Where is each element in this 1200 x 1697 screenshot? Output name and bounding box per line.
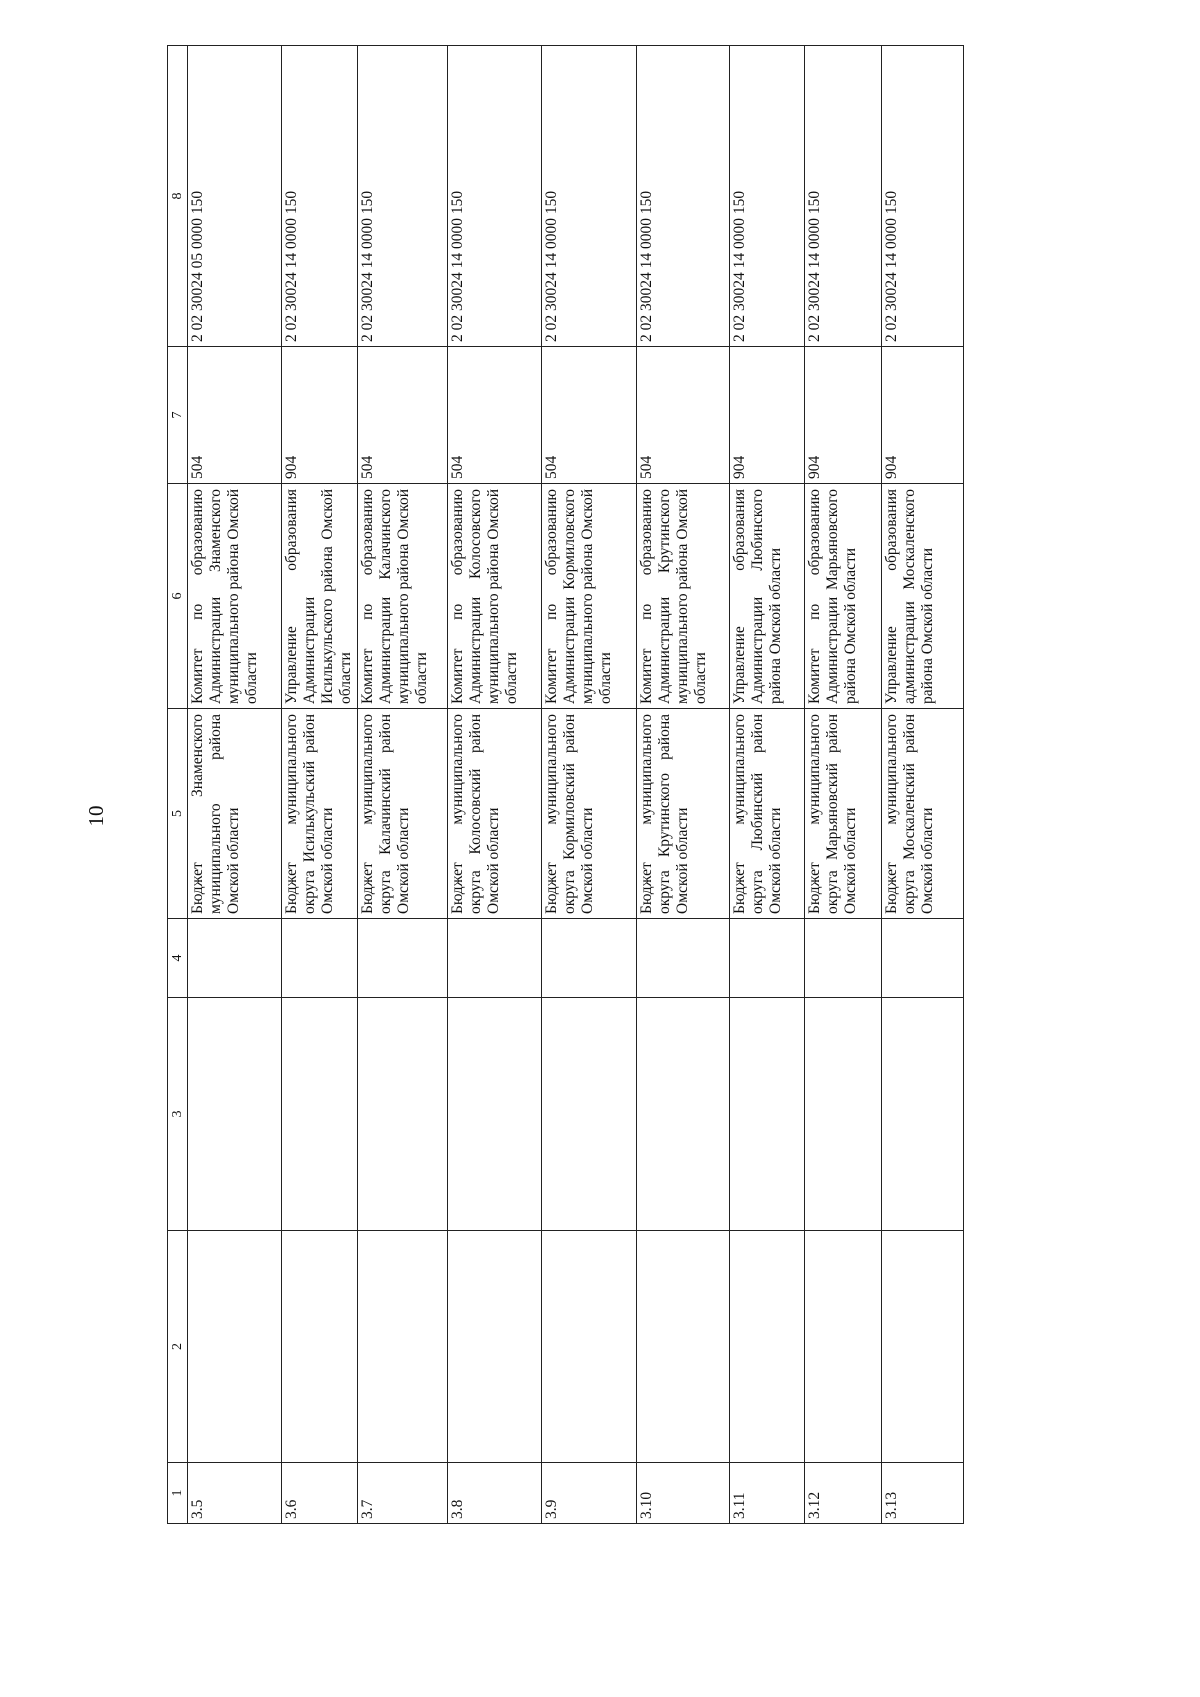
rotated-table-frame bbox=[167, 46, 1059, 1524]
cell-c2 bbox=[188, 1231, 282, 1463]
cell-c3 bbox=[882, 998, 964, 1231]
cell-c8: 2 02 30024 14 0000 150 bbox=[282, 46, 358, 347]
row-number-cell: 3.6 bbox=[282, 1463, 358, 1524]
table-row bbox=[882, 46, 964, 1524]
cell-c5: Бюджет Знаменского муниципального района Омской области bbox=[188, 709, 282, 919]
cell-c6: Управление образования Администрации Любинского района Омской области bbox=[730, 484, 805, 709]
cell-c4 bbox=[542, 919, 637, 998]
cell-c2 bbox=[358, 1231, 448, 1463]
header-cell-4: 4 bbox=[168, 919, 188, 998]
cell-c7: 504 bbox=[448, 347, 542, 484]
table-row bbox=[730, 46, 805, 1524]
table-row bbox=[282, 46, 358, 1524]
header-cell-5: 5 bbox=[168, 709, 188, 919]
cell-c3 bbox=[542, 998, 637, 1231]
cell-c3 bbox=[637, 998, 730, 1231]
row-number-cell: 3.10 bbox=[637, 1463, 730, 1524]
cell-c5: Бюджет муниципального округа Исилькульский район Омской области bbox=[282, 709, 358, 919]
header-row bbox=[168, 46, 188, 1524]
row-number-cell: 3.8 bbox=[448, 1463, 542, 1524]
cell-c7: 504 bbox=[637, 347, 730, 484]
header-cell-7: 7 bbox=[168, 347, 188, 484]
table-row bbox=[637, 46, 730, 1524]
header-cell-2: 2 bbox=[168, 1231, 188, 1463]
cell-c3 bbox=[448, 998, 542, 1231]
cell-c2 bbox=[882, 1231, 964, 1463]
cell-c6: Комитет по образованию Администрации Марьяновского района Омской области bbox=[805, 484, 882, 709]
cell-c3 bbox=[188, 998, 282, 1231]
cell-c5: Бюджет муниципального округа Марьяновский район Омской области bbox=[805, 709, 882, 919]
row-number-cell: 3.7 bbox=[358, 1463, 448, 1524]
cell-c5: Бюджет муниципального округа Колосовский район Омской области bbox=[448, 709, 542, 919]
cell-c6: Комитет по образованию Администрации Знаменского муниципального района Омской области bbox=[188, 484, 282, 709]
cell-c7: 504 bbox=[542, 347, 637, 484]
cell-c4 bbox=[730, 919, 805, 998]
cell-c6: Управление образования Администрации Исилькульского района Омской области bbox=[282, 484, 358, 709]
row-number-cell: 3.9 bbox=[542, 1463, 637, 1524]
cell-c8: 2 02 30024 14 0000 150 bbox=[805, 46, 882, 347]
cell-c6: Комитет по образованию Администрации Калачинского муниципального района Омской области bbox=[358, 484, 448, 709]
cell-c5: Бюджет муниципального округа Калачинский район Омской области bbox=[358, 709, 448, 919]
cell-c4 bbox=[358, 919, 448, 998]
cell-c4 bbox=[637, 919, 730, 998]
cell-c4 bbox=[282, 919, 358, 998]
table-row bbox=[448, 46, 542, 1524]
cell-c8: 2 02 30024 14 0000 150 bbox=[882, 46, 964, 347]
cell-c8: 2 02 30024 14 0000 150 bbox=[542, 46, 637, 347]
table-row bbox=[358, 46, 448, 1524]
cell-c8: 2 02 30024 05 0000 150 bbox=[188, 46, 282, 347]
row-number-cell: 3.5 bbox=[188, 1463, 282, 1524]
cell-c5: Бюджет муниципального округа Москаленский район Омской области bbox=[882, 709, 964, 919]
cell-c2 bbox=[282, 1231, 358, 1463]
table-container bbox=[167, 46, 1059, 1524]
budget-table bbox=[167, 45, 964, 1524]
cell-c2 bbox=[730, 1231, 805, 1463]
cell-c7: 904 bbox=[730, 347, 805, 484]
header-cell-8: 8 bbox=[168, 46, 188, 347]
cell-c8: 2 02 30024 14 0000 150 bbox=[637, 46, 730, 347]
cell-c7: 504 bbox=[358, 347, 448, 484]
table-row bbox=[188, 46, 282, 1524]
header-cell-3: 3 bbox=[168, 998, 188, 1231]
cell-c4 bbox=[448, 919, 542, 998]
cell-c7: 904 bbox=[805, 347, 882, 484]
page-number: 10 bbox=[84, 805, 108, 827]
cell-c7: 904 bbox=[282, 347, 358, 484]
cell-c2 bbox=[542, 1231, 637, 1463]
cell-c3 bbox=[358, 998, 448, 1231]
cell-c2 bbox=[448, 1231, 542, 1463]
cell-c4 bbox=[882, 919, 964, 998]
cell-c6: Управление образования администрации Москаленского района Омской области bbox=[882, 484, 964, 709]
table-row bbox=[542, 46, 637, 1524]
cell-c7: 904 bbox=[882, 347, 964, 484]
cell-c3 bbox=[730, 998, 805, 1231]
cell-c5: Бюджет муниципального округа Крутинского района Омской области bbox=[637, 709, 730, 919]
cell-c7: 504 bbox=[188, 347, 282, 484]
header-cell-1: 1 bbox=[168, 1463, 188, 1524]
cell-c3 bbox=[805, 998, 882, 1231]
row-number-cell: 3.11 bbox=[730, 1463, 805, 1524]
cell-c2 bbox=[805, 1231, 882, 1463]
cell-c5: Бюджет муниципального округа Кормиловский район Омской области bbox=[542, 709, 637, 919]
cell-c2 bbox=[637, 1231, 730, 1463]
cell-c5: Бюджет муниципального округа Любинский район Омской области bbox=[730, 709, 805, 919]
cell-c8: 2 02 30024 14 0000 150 bbox=[358, 46, 448, 347]
cell-c6: Комитет по образованию Администрации Кормиловского муниципального района Омской области bbox=[542, 484, 637, 709]
cell-c6: Комитет по образованию Администрации Колосовского муниципального района Омской области bbox=[448, 484, 542, 709]
cell-c4 bbox=[805, 919, 882, 998]
header-cell-6: 6 bbox=[168, 484, 188, 709]
row-number-cell: 3.13 bbox=[882, 1463, 964, 1524]
table-row bbox=[805, 46, 882, 1524]
cell-c3 bbox=[282, 998, 358, 1231]
row-number-cell: 3.12 bbox=[805, 1463, 882, 1524]
cell-c6: Комитет по образованию Администрации Крутинского муниципального района Омской области bbox=[637, 484, 730, 709]
cell-c8: 2 02 30024 14 0000 150 bbox=[730, 46, 805, 347]
cell-c4 bbox=[188, 919, 282, 998]
cell-c8: 2 02 30024 14 0000 150 bbox=[448, 46, 542, 347]
